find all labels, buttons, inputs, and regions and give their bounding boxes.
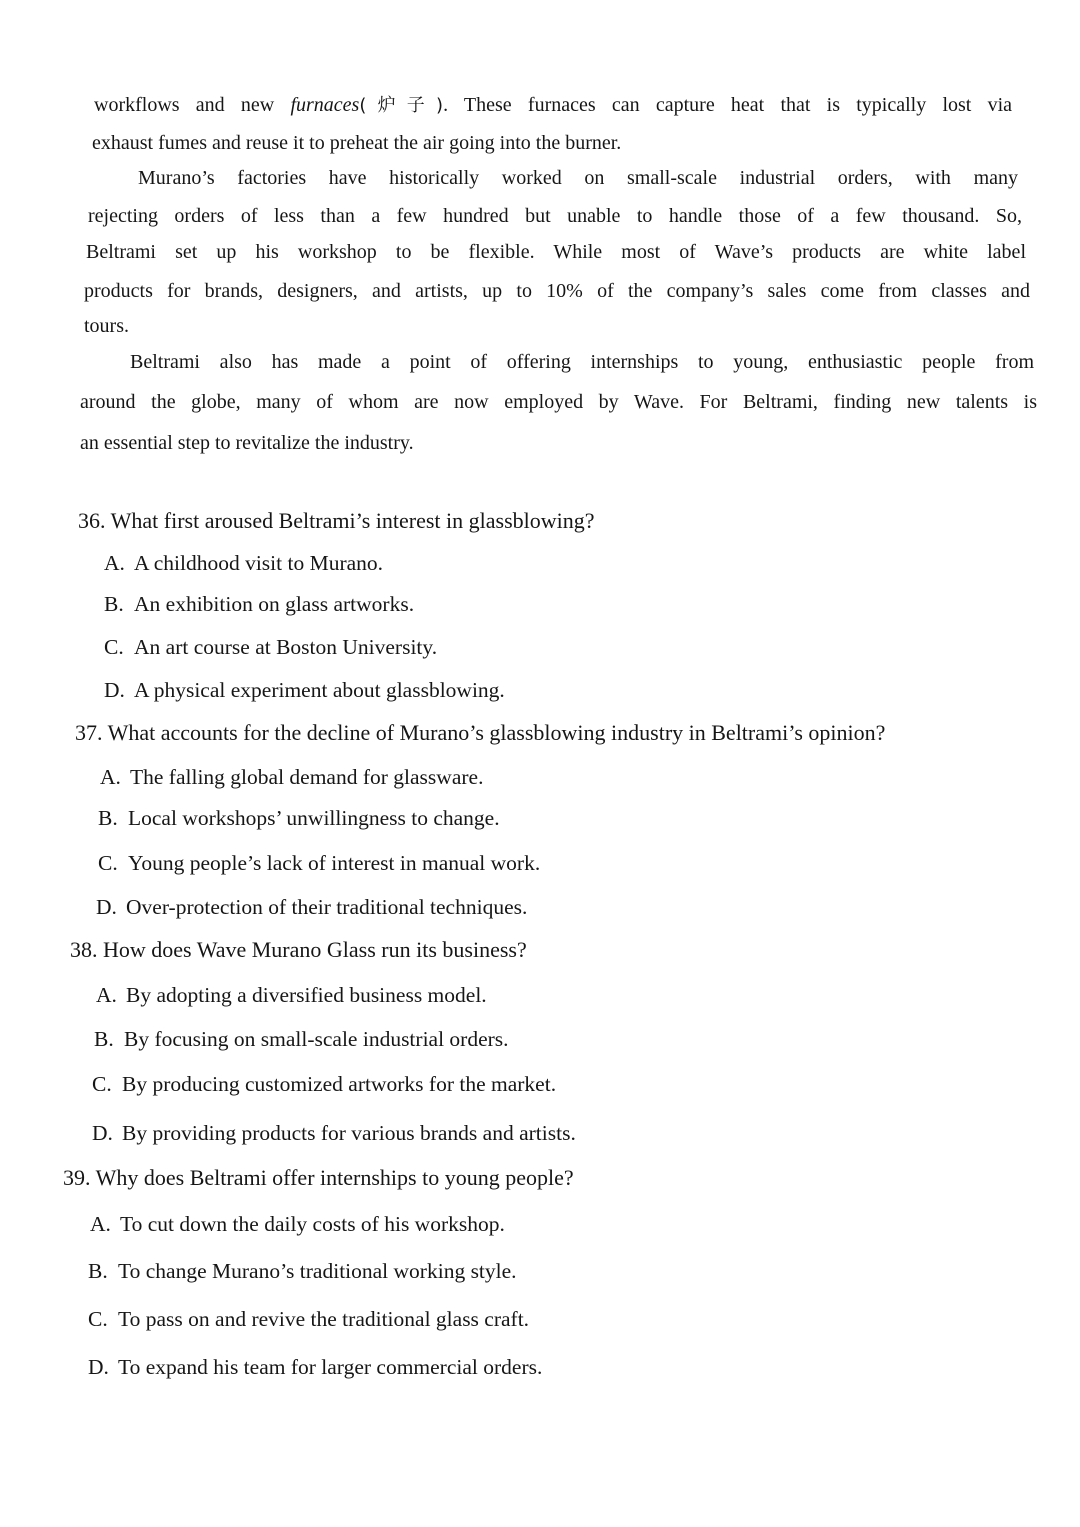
passage-line: workflows and new furnaces(炉子). These furnaces can capture heat that is typically lost via [94, 94, 1013, 116]
option-c[interactable]: C. Young people’s lack of interest in manual work. [98, 851, 541, 875]
option-a[interactable]: A. To cut down the daily costs of his workshop. [90, 1212, 505, 1236]
passage-line: Beltrami also has made a point of offering internships to young, enthusiastic people from [130, 351, 1034, 373]
question-stem: 36. What first aroused Beltrami’s interest in glassblowing? [78, 508, 595, 533]
option-b[interactable]: B. To change Murano’s traditional working style. [88, 1259, 517, 1283]
option-a[interactable]: A. By adopting a diversified business model. [96, 983, 487, 1007]
option-d[interactable]: D. A physical experiment about glassblowing. [104, 678, 505, 702]
question-number: 38. [70, 937, 98, 962]
passage-line: around the globe, many of whom are now employed by Wave. For Beltrami, finding new talents is [80, 391, 1037, 413]
option-d[interactable]: D. By providing products for various brands and artists. [92, 1121, 576, 1145]
option-b[interactable]: B. By focusing on small-scale industrial orders. [94, 1027, 509, 1051]
question-number: 37. [75, 720, 103, 745]
question-stem: 39. Why does Beltrami offer internships to young people? [63, 1165, 574, 1190]
passage-line: Murano’s factories have historically worked on small-scale industrial orders, with many [138, 167, 1018, 189]
option-b[interactable]: B. Local workshops’ unwillingness to change. [98, 806, 500, 830]
passage-line: products for brands, designers, and artists, up to 10% of the company’s sales come from classes and [84, 280, 1030, 302]
passage-line: rejecting orders of less than a few hundred but unable to handle those of a few thousand. So, [88, 205, 1022, 227]
option-a[interactable]: A. The falling global demand for glassware. [100, 765, 484, 789]
option-c[interactable]: C. An art course at Boston University. [104, 635, 438, 659]
passage-line: Beltrami set up his workshop to be flexible. While most of Wave’s products are white label [86, 241, 1026, 263]
option-a[interactable]: A. A childhood visit to Murano. [104, 551, 384, 575]
question-stem: 37. What accounts for the decline of Murano’s glassblowing industry in Beltrami’s opinion? [75, 720, 886, 745]
passage-line: an essential step to revitalize the industry. [80, 432, 414, 454]
option-d[interactable]: D. Over-protection of their traditional techniques. [96, 895, 528, 919]
question-number: 36. [78, 508, 106, 533]
question-number: 39. [63, 1165, 91, 1190]
option-b[interactable]: B. An exhibition on glass artworks. [104, 592, 415, 616]
passage-line: tours. [84, 315, 129, 337]
furnaces-term: furnaces [290, 94, 360, 116]
question-stem: 38. How does Wave Murano Glass run its business? [70, 937, 527, 962]
chinese-gloss: (炉子) [359, 95, 444, 116]
option-c[interactable]: C. By producing customized artworks for the market. [92, 1072, 557, 1096]
option-c[interactable]: C. To pass on and revive the traditional glass craft. [88, 1307, 530, 1331]
option-d[interactable]: D. To expand his team for larger commercial orders. [88, 1355, 543, 1379]
passage-line: exhaust fumes and reuse it to preheat the air going into the burner. [92, 132, 622, 154]
